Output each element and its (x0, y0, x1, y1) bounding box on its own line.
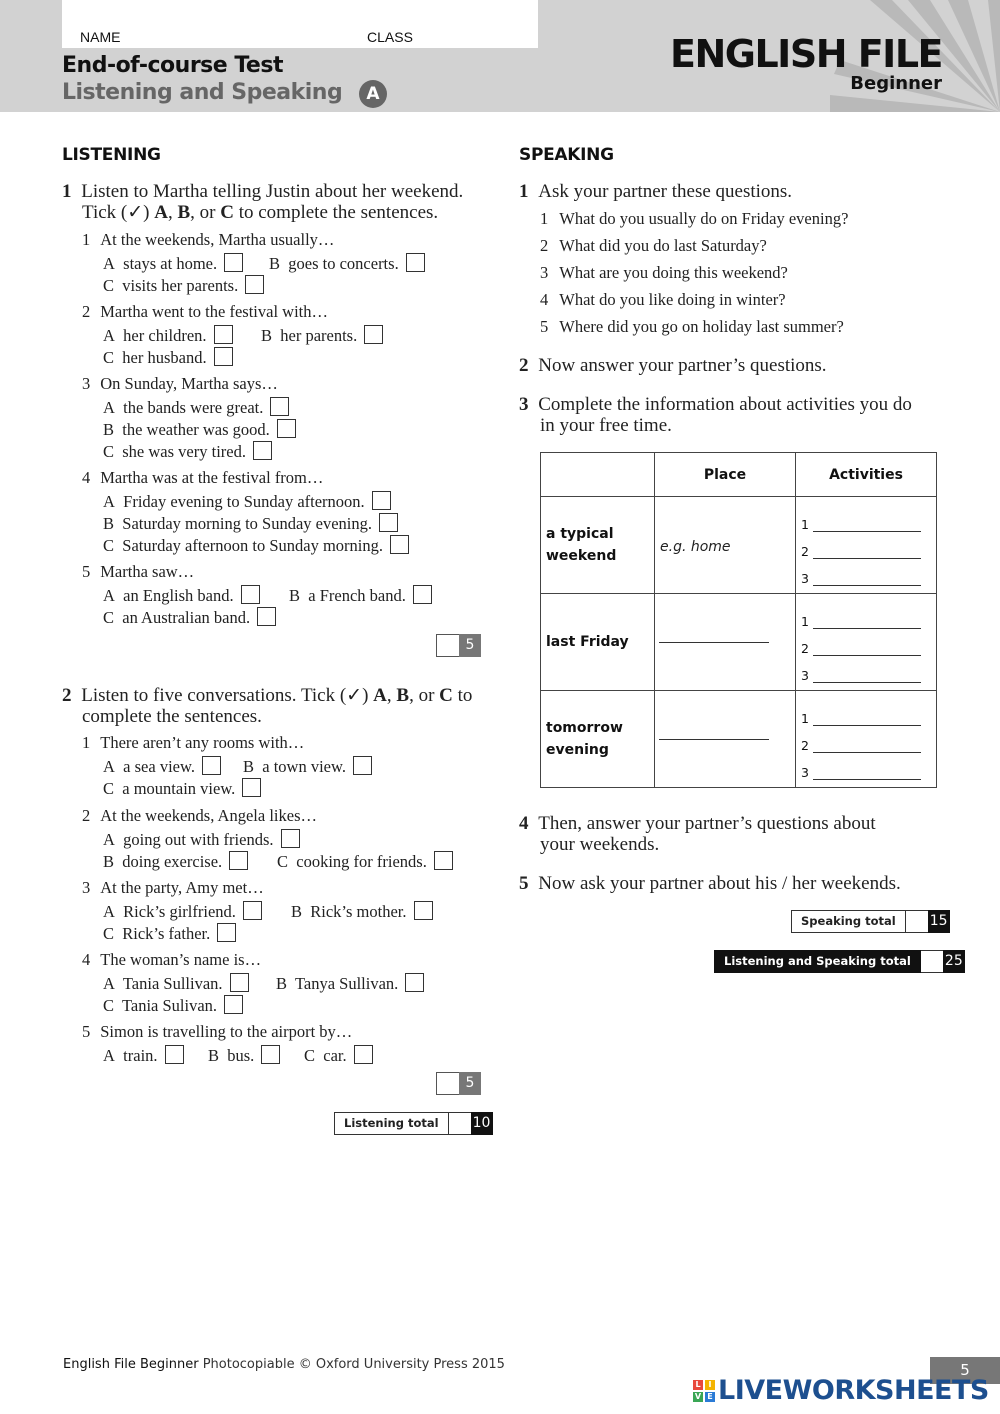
table-row (541, 497, 937, 594)
item-number: 4 (82, 950, 91, 969)
tick-box[interactable] (230, 973, 249, 992)
instruction-line: Complete the information about activities you do (538, 394, 912, 415)
option-letter: C (439, 685, 453, 706)
option-b: B Tanya Sullivan. (276, 973, 424, 994)
option-text: an English band. (123, 586, 234, 605)
text-part: ) (143, 202, 155, 223)
option-c: C her husband. (103, 347, 233, 368)
option-text: doing exercise. (122, 852, 223, 871)
row-label (541, 594, 655, 691)
option-text: she was very tired. (122, 442, 246, 461)
logo-letter: V (694, 1391, 702, 1401)
option-text: car. (323, 1046, 347, 1065)
option-c: C Rick’s father. (103, 923, 236, 944)
tick-box[interactable] (406, 253, 425, 272)
option-b: B doing exercise. (103, 851, 248, 872)
answer-line[interactable] (813, 617, 921, 629)
tick-box[interactable] (405, 973, 424, 992)
list-item (82, 302, 328, 322)
option-a: A going out with friends. (103, 829, 300, 850)
row-label (541, 497, 655, 594)
option-text: visits her parents. (122, 276, 239, 295)
list-item (540, 290, 786, 310)
item-stem: At the weekends, Angela likes… (100, 806, 317, 825)
option-text: Rick’s girlfriend. (123, 902, 236, 921)
tick-box[interactable] (214, 347, 233, 366)
listening-q1-instruction (62, 181, 463, 202)
tick-box[interactable] (270, 397, 289, 416)
question-number: 4 (519, 813, 529, 834)
activities-cell (796, 497, 937, 594)
level-label: Beginner (850, 73, 942, 94)
item-number: 1 (82, 230, 91, 249)
item-stem: Simon is travelling to the airport by… (100, 1022, 353, 1041)
option-text: the bands were great. (123, 398, 264, 417)
instruction-line: Ask your partner these questions. (538, 181, 793, 202)
instruction-line: Listen to Martha telling Justin about her weekend. (81, 181, 464, 202)
speaking-q3-line2: in your free time. (540, 415, 672, 436)
logo-letter: I (705, 1380, 715, 1390)
item-stem: There aren’t any rooms with… (100, 733, 305, 752)
table-header-row (541, 453, 937, 497)
tick-box[interactable] (245, 275, 264, 294)
tick-box[interactable] (390, 535, 409, 554)
list-item (540, 209, 848, 229)
tick-glyph: ✓ (127, 202, 144, 223)
answer-line[interactable] (813, 714, 921, 726)
question-number: 1 (62, 181, 72, 202)
item-number: 1 (540, 209, 549, 228)
activity-line[interactable] (801, 559, 936, 586)
score-entry[interactable] (436, 634, 459, 657)
activities-cell (796, 594, 937, 691)
tick-box[interactable] (229, 851, 248, 870)
item-stem: Martha went to the festival with… (100, 302, 328, 321)
activity-line[interactable] (801, 753, 936, 780)
answer-line[interactable] (659, 739, 769, 740)
option-c: C she was very tired. (103, 441, 272, 462)
header-empty (541, 453, 655, 497)
item-stem: The woman’s name is… (100, 950, 262, 969)
text-part: or (418, 685, 435, 706)
row-label-line: weekend (546, 548, 617, 564)
item-stem: Martha saw… (100, 562, 195, 581)
activity-line[interactable] (801, 699, 936, 726)
logo-letter: E (705, 1392, 715, 1402)
q2-score-box (436, 1072, 481, 1095)
item-number: 1 (82, 733, 91, 752)
activity-line[interactable] (801, 656, 936, 683)
text-part: or (199, 202, 216, 223)
tick-box[interactable] (202, 756, 221, 775)
item-number: 4 (540, 290, 549, 309)
total-label: Speaking total (791, 910, 906, 933)
answer-line[interactable] (813, 644, 921, 656)
instruction-line: Now answer your partner’s questions. (538, 355, 827, 376)
tick-box[interactable] (372, 491, 391, 510)
listening-q2-instruction: 2 Listen to five conversations. Tick (✓) A, B, or C to (62, 685, 473, 706)
option-text: an Australian band. (122, 608, 251, 627)
activity-line[interactable] (801, 532, 936, 559)
total-max: 15 (928, 910, 950, 933)
question-number: 1 (519, 181, 529, 202)
speaking-q2 (519, 355, 827, 376)
option-letter: B (396, 685, 410, 706)
list-item (82, 878, 264, 898)
liveworksheets-logo-icon (693, 1380, 715, 1402)
item-number: 2 (82, 806, 91, 825)
option-letter: A (154, 202, 168, 223)
answer-line[interactable] (659, 642, 769, 643)
text-part: to complete the sentences. (238, 202, 439, 223)
version-badge: A (359, 80, 387, 108)
option-text: a mountain view. (122, 779, 236, 798)
name-class-box[interactable] (62, 0, 538, 48)
activity-line[interactable] (801, 602, 936, 629)
activity-line[interactable] (801, 629, 936, 656)
option-a: A stays at home. (103, 253, 243, 274)
question-number: 3 (519, 394, 529, 415)
option-b: B Saturday morning to Sunday evening. (103, 513, 398, 534)
option-text: Saturday afternoon to Sunday morning. (122, 536, 384, 555)
item-number: 2 (82, 302, 91, 321)
line-number: 1 (801, 516, 809, 532)
option-text: goes to concerts. (288, 254, 399, 273)
option-c: C a mountain view. (103, 778, 261, 799)
instruction-line: Now ask your partner about his / her weekends. (538, 873, 901, 894)
score-max: 5 (459, 634, 481, 657)
list-item (82, 806, 317, 826)
table-row (541, 594, 937, 691)
question-number: 5 (519, 873, 529, 894)
option-text: going out with friends. (123, 830, 274, 849)
row-label-line: tomorrow (546, 720, 623, 736)
option-text: her children. (123, 326, 207, 345)
option-b: B the weather was good. (103, 419, 296, 440)
option-text: Friday evening to Sunday afternoon. (123, 492, 365, 511)
speaking-heading: SPEAKING (519, 145, 614, 165)
tick-box[interactable] (243, 901, 262, 920)
option-a: A train. (103, 1045, 184, 1066)
option-c: C cooking for friends. (277, 851, 453, 872)
total-entry[interactable] (449, 1112, 471, 1135)
option-letter: A (373, 685, 387, 706)
tick-glyph: ✓ (346, 685, 363, 706)
list-item (82, 230, 334, 250)
item-stem: At the weekends, Martha usually… (100, 230, 335, 249)
tick-box[interactable] (379, 513, 398, 532)
option-text: bus. (227, 1046, 255, 1065)
score-max: 5 (459, 1072, 481, 1095)
option-b: B goes to concerts. (269, 253, 425, 274)
option-c: C Saturday afternoon to Sunday morning. (103, 535, 409, 556)
test-subtitle: Listening and Speaking (62, 80, 343, 105)
option-text: Saturday morning to Sunday evening. (122, 514, 373, 533)
option-c: C visits her parents. (103, 275, 264, 296)
activity-line[interactable] (801, 726, 936, 753)
option-text: a French band. (308, 586, 406, 605)
item-number: 4 (82, 468, 91, 487)
option-text: stays at home. (123, 254, 218, 273)
activities-cell (796, 691, 937, 788)
option-text: Tania Sullivan. (122, 974, 223, 993)
watermark-text: LIVEWORKSHEETS (718, 1375, 989, 1406)
total-label: Listening and Speaking total (714, 950, 921, 973)
tick-box[interactable] (414, 901, 433, 920)
option-text: the weather was good. (122, 420, 270, 439)
option-b: B a town view. (243, 756, 372, 777)
tick-box[interactable] (217, 923, 236, 942)
total-max: 10 (471, 1112, 493, 1135)
list-item (540, 236, 767, 256)
tick-box[interactable] (277, 419, 296, 438)
item-number: 5 (82, 1022, 91, 1041)
line-number: 3 (801, 667, 809, 683)
line-number: 1 (801, 613, 809, 629)
item-text: What are you doing this weekend? (559, 263, 788, 282)
item-stem: Martha was at the festival from… (100, 468, 324, 487)
activities-table (540, 452, 937, 788)
item-number: 5 (82, 562, 91, 581)
tick-box[interactable] (354, 1045, 373, 1064)
option-a: A Friday evening to Sunday afternoon. (103, 491, 391, 512)
item-number: 3 (540, 263, 549, 282)
item-number: 5 (540, 317, 549, 336)
option-text: her husband. (122, 348, 207, 367)
option-text: Rick’s father. (122, 924, 211, 943)
listening-heading: LISTENING (62, 145, 161, 165)
q1-score-box (436, 634, 481, 657)
speaking-q3 (519, 394, 912, 415)
option-a: A the bands were great. (103, 397, 289, 418)
list-item (82, 1022, 352, 1042)
list-item (540, 317, 844, 337)
brand-title: ENGLISH FILE (670, 32, 942, 76)
place-cell[interactable] (655, 594, 796, 691)
answer-line[interactable] (813, 671, 921, 683)
option-text: a town view. (262, 757, 346, 776)
total-entry[interactable] (921, 950, 943, 973)
total-max: 25 (943, 950, 965, 973)
list-item (540, 263, 788, 283)
name-label: NAME (80, 29, 121, 45)
tick-box[interactable] (261, 1045, 280, 1064)
grand-total (714, 950, 965, 973)
instruction-line: Listen to five conversations. Tick ( (81, 685, 347, 706)
tick-box[interactable] (224, 253, 243, 272)
text-part: Tick ( (82, 202, 128, 223)
tick-box[interactable] (241, 585, 260, 604)
tick-box[interactable] (257, 607, 276, 626)
speaking-total (791, 910, 950, 933)
tick-box[interactable] (413, 585, 432, 604)
item-number: 3 (82, 374, 91, 393)
list-item (82, 562, 194, 582)
line-number: 2 (801, 640, 809, 656)
option-c: C an Australian band. (103, 607, 276, 628)
instruction-line: Then, answer your partner’s questions about (538, 813, 876, 834)
row-label (541, 691, 655, 788)
tick-box[interactable] (224, 995, 243, 1014)
item-stem: On Sunday, Martha says… (100, 374, 278, 393)
question-number: 2 (519, 355, 529, 376)
example-text: e.g. home (660, 538, 731, 555)
answer-line[interactable] (813, 547, 921, 559)
header-activities: Activities (796, 453, 937, 497)
listening-q2-instruction-line2: complete the sentences. (82, 706, 262, 727)
tick-box[interactable] (281, 829, 300, 848)
place-cell[interactable] (655, 691, 796, 788)
page-number: 5 (930, 1357, 1000, 1384)
page-header (0, 0, 1000, 112)
list-item (82, 374, 278, 394)
total-entry[interactable] (906, 910, 928, 933)
option-text: Tania Sulivan. (121, 996, 218, 1015)
option-b: B her parents. (261, 325, 383, 346)
item-text: What do you usually do on Friday evening? (559, 209, 849, 228)
option-text: her parents. (280, 326, 358, 345)
total-label: Listening total (334, 1112, 449, 1135)
question-number: 2 (62, 685, 72, 706)
speaking-q4 (519, 813, 876, 834)
line-number: 2 (801, 543, 809, 559)
line-number: 3 (801, 570, 809, 586)
speaking-q4-line2: your weekends. (540, 834, 660, 855)
tick-box[interactable] (214, 325, 233, 344)
item-number: 2 (540, 236, 549, 255)
option-text: Tanya Sullivan. (294, 974, 399, 993)
tick-box[interactable] (353, 756, 372, 775)
row-label-line: last Friday (546, 634, 629, 650)
option-text: train. (123, 1046, 158, 1065)
speaking-q1 (519, 181, 792, 202)
option-letter: C (220, 202, 234, 223)
list-item (82, 468, 323, 488)
option-c: C car. (304, 1045, 373, 1066)
liveworksheets-watermark (693, 1375, 989, 1406)
option-c: C Tania Sulivan. (103, 995, 243, 1016)
option-text: a sea view. (123, 757, 195, 776)
listening-total (334, 1112, 493, 1135)
item-stem: At the party, Amy met… (100, 878, 264, 897)
table-row (541, 691, 937, 788)
item-number: 3 (82, 878, 91, 897)
tick-box[interactable] (434, 851, 453, 870)
tick-box[interactable] (364, 325, 383, 344)
tick-box[interactable] (242, 778, 261, 797)
row-label-line: a typical (546, 526, 614, 542)
item-text: What did you do last Saturday? (559, 236, 767, 255)
place-cell[interactable] (655, 497, 796, 594)
speaking-q5 (519, 873, 901, 894)
header-place: Place (655, 453, 796, 497)
option-b: B bus. (208, 1045, 280, 1066)
list-item (82, 950, 261, 970)
footer-book: English File Beginner (63, 1357, 199, 1372)
logo-letter: L (693, 1380, 703, 1390)
listening-q1-instruction-line2: Tick (✓) A, B, or C to complete the sentences. (82, 202, 439, 223)
line-number: 1 (801, 710, 809, 726)
footer-copyright-text: Photocopiable © Oxford University Press 2015 (202, 1357, 505, 1372)
option-text: cooking for friends. (296, 852, 427, 871)
tick-box[interactable] (253, 441, 272, 460)
list-item (82, 733, 304, 753)
answer-line[interactable] (813, 768, 921, 780)
option-a: A Tania Sullivan. (103, 973, 249, 994)
option-b: B a French band. (289, 585, 432, 606)
option-a: A her children. (103, 325, 233, 346)
footer-copyright (63, 1357, 505, 1372)
test-title: End-of-course Test (62, 53, 283, 78)
line-number: 2 (801, 737, 809, 753)
option-text: Rick’s mother. (310, 902, 407, 921)
option-letter: B (177, 202, 191, 223)
option-a: A a sea view. (103, 756, 221, 777)
answer-line[interactable] (813, 520, 921, 532)
activity-line[interactable] (801, 505, 936, 532)
class-label: CLASS (367, 29, 413, 45)
tick-box[interactable] (165, 1045, 184, 1064)
item-text: Where did you go on holiday last summer? (559, 317, 844, 336)
item-text: What do you like doing in winter? (559, 290, 786, 309)
line-number: 3 (801, 764, 809, 780)
answer-line[interactable] (813, 574, 921, 586)
option-a: A Rick’s girlfriend. (103, 901, 262, 922)
option-b: B Rick’s mother. (291, 901, 433, 922)
option-a: A an English band. (103, 585, 260, 606)
score-entry[interactable] (436, 1072, 459, 1095)
answer-line[interactable] (813, 741, 921, 753)
row-label-line: evening (546, 742, 609, 758)
